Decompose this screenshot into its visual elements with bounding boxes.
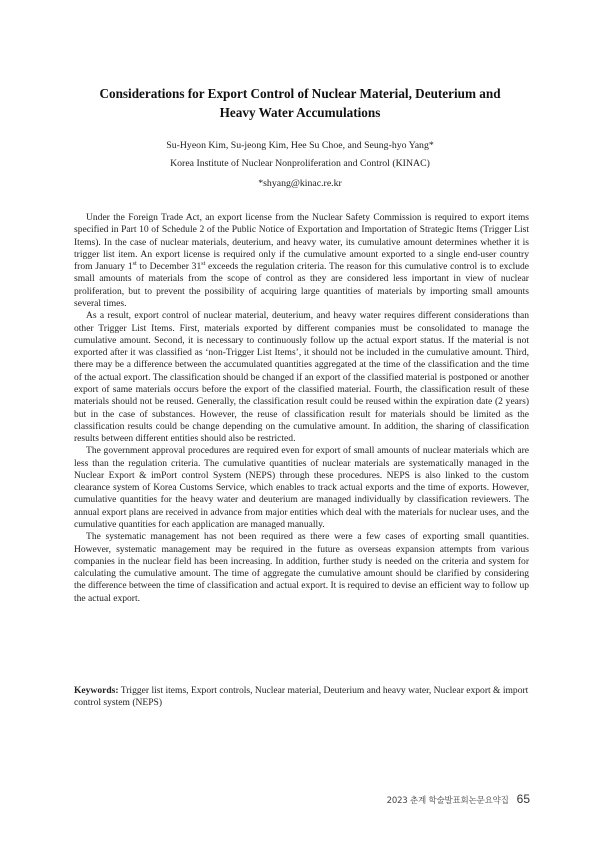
paragraph-1-text-b: to December 31 (136, 261, 202, 273)
superscript-st-2: st (201, 260, 206, 267)
proceedings-title: 2023 춘계 학술발표회논문요약집 (386, 796, 509, 806)
paragraph-3: The government approval procedures are required even for export of small amounts of nuclear materials which are less than the regulation criteria. The cumulative quantities of nuclear materials are systematically managed in the Nuclear Export & imPort control System (NEPS) through these procedures. NEPS is also linked to the custom clearance system of Korea Customs Service, which enables to track actual exports and the time of exports. However, cumulative quantities for the heavy water and deuterium are managed individually by classification reviewers. The annual export plans are received in advance from major entities which deal with the materials for nuclear uses, and the cumulative quantities for each application are managed manually. (74, 445, 529, 531)
paragraph-4: The systematic management has not been required as there were a few cases of exporting small quantities. However, systematic management may be required in the future as overseas expansion attempts from various companies in the nuclear field has been increasing. In addition, further study is needed on the criteria and system for calculating the cumulative amount. The time of aggregate the cumulative amount should be clarified by considering the difference between the time of classification and actual export. It is required to devise an efficient way to follow up the actual export. (74, 531, 529, 604)
keywords-text: Trigger list items, Export controls, Nuclear material, Deuterium and heavy water, Nuclear export & import control system (NEPS) (74, 685, 529, 709)
paper-title (60, 84, 540, 122)
author-list: Su-Hyeon Kim, Su-jeong Kim, Hee Su Choe, and Seung-hyo Yang* (166, 140, 434, 151)
title-line-2: Heavy Water Accumulations (219, 105, 381, 120)
title-line-1: Considerations for Export Control of Nuclear Material, Deuterium and (99, 86, 501, 101)
paragraph-2: As a result, export control of nuclear material, deuterium, and heavy water requires different considerations than other Trigger List Items. First, materials exported by different companies must be consolidated to manage the cumulative amount. Second, it is necessary to continuously follow up the actual export status. If the material is not exported after it was classified as ‘non-Trigger List Items’, it should not be included in the cumulative amount. Third, there may be a difference between the accumulated quantities aggregated at the time of the classification and the time of the actual export. The classification should be changed if an export of the classified material is postponed or another export of same materials occurs before the export of the classified material. Fourth, the classification result of these materials should not be reused. Generally, the classification result could be reused within the expiration date (2 years) but in the case of substances. However, the reuse of classification result for materials should be limited as the classification results could be change depending on the cumulative amount. In addition, the sharing of classification results between different entities should also be restricted. (74, 310, 529, 445)
superscript-st-1: st (132, 260, 137, 267)
keywords-section (74, 685, 529, 710)
paragraph-1 (74, 212, 529, 310)
keywords-label: Keywords: (74, 685, 119, 696)
abstract-body (74, 212, 529, 605)
paragraph-1-text-c: exceeds the regulation criteria. The reason for this cumulative control is to exclude small amounts of materials from the scope of control as they are considered less important in view of nuclear proliferation, but to prevent the possibility of acquiring large quantities of materials by importing small amounts several times. (74, 261, 530, 309)
page-number: 65 (516, 792, 530, 806)
affiliation: Korea Institute of Nuclear Nonproliferation and Control (KINAC) (170, 158, 430, 169)
page-footer (387, 792, 530, 808)
paragraph-1-text-a: Under the Foreign Trade Act, an export license from the Nuclear Safety Commission is required to export items specified in Part 10 of Schedule 2 of the Public Notice of Exportation and Importation of Strategic Items (Trigger List Items). In the case of nuclear materials, deuterium, and heavy water, its cumulative amount determines whether it is trigger list item. An export license is required only if the cumulative amount exported to a single end-user country from January 1 (74, 212, 529, 273)
corresponding-email: *shyang@kinac.re.kr (258, 178, 342, 189)
